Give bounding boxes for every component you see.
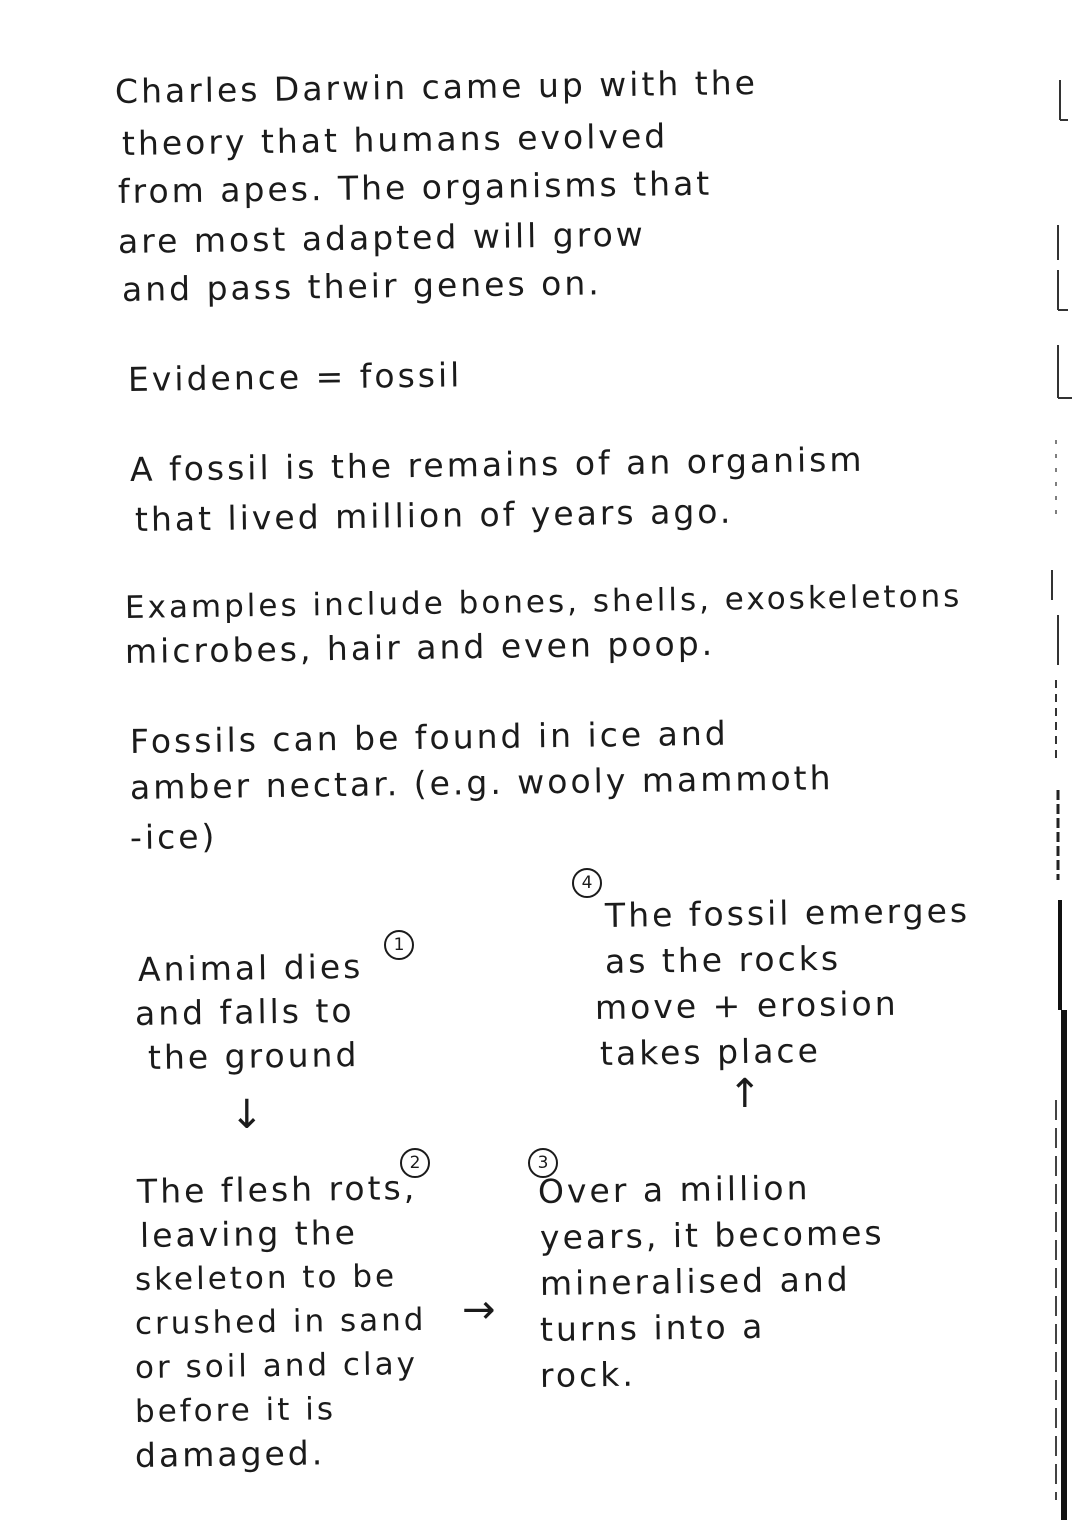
evidence-line: Evidence = fossil xyxy=(127,355,463,399)
found-line: -ice) xyxy=(129,816,218,857)
step-line: move + erosion xyxy=(594,983,899,1027)
found-line: Fossils can be found in ice and xyxy=(129,713,729,761)
step-line: or soil and clay xyxy=(134,1346,419,1386)
step-line: turns into a xyxy=(539,1306,766,1349)
intro-line: Charles Darwin came up with the xyxy=(114,63,759,111)
step-line: as the rocks xyxy=(604,938,842,981)
step-line: The fossil emerges xyxy=(604,890,971,935)
found-line: amber nectar. (e.g. wooly mammoth xyxy=(129,758,834,807)
step-line: Over a million xyxy=(537,1168,811,1211)
intro-line: and pass their genes on. xyxy=(121,263,602,309)
scan-edge-marks xyxy=(1020,0,1080,1527)
step-line: leaving the xyxy=(139,1212,359,1255)
step-line: rock. xyxy=(539,1354,637,1395)
step-number: 3 xyxy=(528,1148,558,1178)
step-line: the ground xyxy=(147,1035,360,1077)
arrow-up-icon: ↑ xyxy=(728,1071,762,1117)
definition-line: that lived million of years ago. xyxy=(134,491,734,539)
arrow-down-icon: ↓ xyxy=(230,1092,264,1138)
step-line: and falls to xyxy=(134,990,355,1033)
step-line: skeleton to be xyxy=(134,1258,398,1298)
step-line: before it is xyxy=(134,1391,337,1430)
step-line: takes place xyxy=(599,1030,822,1073)
definition-line: A fossil is the remains of an organism xyxy=(129,439,865,489)
intro-line: are most adapted will grow xyxy=(117,214,647,261)
step-line: crushed in sand xyxy=(134,1301,427,1342)
step-line: years, it becomes xyxy=(539,1213,885,1257)
step-line: Animal dies xyxy=(137,946,364,989)
step-line: The flesh rots, xyxy=(136,1168,418,1211)
intro-line: from apes. The organisms that xyxy=(117,163,713,211)
intro-line: theory that humans evolved xyxy=(121,116,669,163)
arrow-right-icon: → xyxy=(462,1287,496,1333)
step-line: mineralised and xyxy=(539,1259,851,1303)
step-number: 1 xyxy=(384,930,414,960)
step-number: 2 xyxy=(400,1148,430,1178)
step-line: damaged. xyxy=(134,1433,326,1475)
examples-line: Examples include bones, shells, exoskeletons xyxy=(124,578,963,626)
examples-line: microbes, hair and even poop. xyxy=(124,623,716,671)
step-number: 4 xyxy=(572,868,602,898)
